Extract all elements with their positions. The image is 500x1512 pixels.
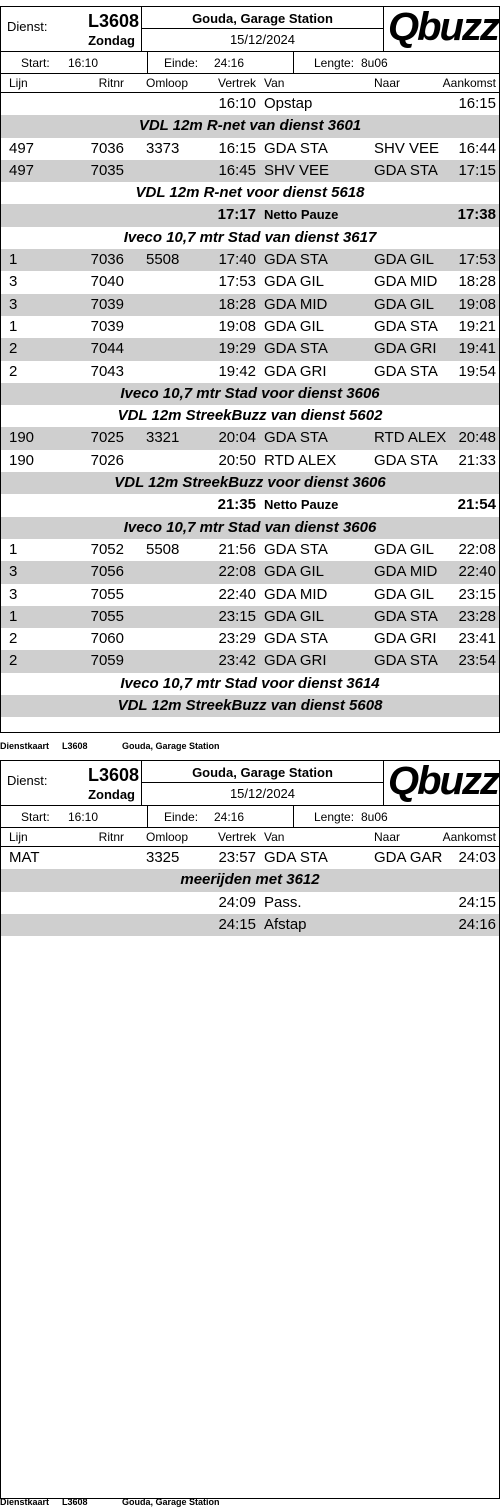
cell-lijn: 2	[9, 630, 18, 648]
cell-vertrek: 24:15	[218, 915, 256, 933]
trip-row	[1, 892, 499, 914]
cell-naar: GDA STA	[374, 451, 438, 469]
trip-row	[1, 914, 499, 936]
cell-van: Netto Pauze	[264, 497, 339, 513]
trip-row	[1, 338, 499, 360]
col-vertrek: Vertrek	[217, 76, 256, 90]
col-vertrek: Vertrek	[217, 830, 256, 844]
cell-vertrek: 17:17	[217, 206, 256, 224]
einde-label: Einde:	[164, 810, 199, 824]
dienst-label: Dienst:	[7, 19, 48, 34]
cell-ritnr: 7055	[90, 585, 124, 603]
cell-aankomst: 23:41	[458, 630, 496, 648]
cell-ritnr: 7035	[90, 161, 124, 179]
cell-lijn: 190	[9, 451, 35, 469]
start-value: 16:10	[68, 810, 99, 824]
col-van: Van	[264, 830, 285, 844]
cell-van: GDA STA	[264, 251, 328, 269]
page-footer	[0, 1497, 500, 1509]
cell-ritnr: 7026	[90, 451, 124, 469]
cell-ritnr: 7060	[90, 630, 124, 648]
footer-dienst: L3608	[62, 1497, 88, 1507]
cell-lijn: 1	[9, 317, 18, 335]
cell-naar: GDA STA	[374, 652, 438, 670]
dienst-number: L3608	[87, 765, 139, 785]
cell-vertrek: 17:53	[218, 273, 256, 291]
dienst-day: Zondag	[88, 33, 135, 48]
col-omloop: Omloop	[146, 76, 189, 90]
footer-label: Dienstkaart	[0, 741, 50, 751]
vehicle-section-bar: Iveco 10,7 mtr Stad van dienst 3606	[1, 517, 499, 539]
cell-lijn: 190	[9, 429, 35, 447]
footer-location: Gouda, Garage Station	[122, 741, 220, 751]
einde-value: 24:16	[214, 56, 245, 70]
cell-van: GDA STA	[264, 540, 328, 558]
cell-van: GDA GIL	[264, 607, 325, 625]
col-aankomst: Aankomst	[442, 76, 496, 90]
trip-row	[1, 294, 499, 316]
cell-naar: GDA STA	[374, 362, 438, 380]
cell-vertrek: 22:40	[218, 585, 256, 603]
cell-aankomst: 21:33	[458, 451, 496, 469]
cell-lijn: 497	[9, 139, 35, 157]
cell-lijn: 497	[9, 161, 35, 179]
cell-van: GDA STA	[264, 429, 328, 447]
cell-van: GDA STA	[264, 139, 328, 157]
cell-ritnr: 7036	[90, 251, 124, 269]
col-ritnr: Ritnr	[98, 830, 124, 844]
cell-aankomst: 17:53	[458, 251, 496, 269]
cell-omloop: 5508	[146, 540, 180, 558]
trip-row	[1, 271, 499, 293]
trip-row	[1, 539, 499, 561]
cell-vertrek: 19:08	[218, 317, 256, 335]
location-cell	[142, 7, 384, 51]
cell-ritnr: 7039	[90, 295, 124, 313]
dienst-label: Dienst:	[7, 773, 48, 788]
cell-aankomst: 16:15	[458, 95, 496, 112]
col-naar: Naar	[374, 830, 401, 844]
vehicle-section-bar: Iveco 10,7 mtr Stad voor dienst 3614	[1, 673, 499, 695]
cell-van: Afstap	[264, 915, 307, 933]
sheet-header	[1, 761, 499, 806]
cell-aankomst: 22:08	[458, 540, 496, 558]
cell-naar: GDA GIL	[374, 540, 435, 558]
trip-row	[1, 160, 499, 182]
cell-van: Pass.	[264, 893, 302, 911]
col-naar: Naar	[374, 76, 401, 90]
trip-row	[1, 628, 499, 650]
dienst-cell	[1, 761, 142, 805]
cell-lijn: 2	[9, 652, 18, 670]
cell-omloop: 3321	[146, 429, 180, 447]
cell-naar: SHV VEE	[374, 139, 440, 157]
cell-aankomst: 23:54	[458, 652, 496, 670]
service-date: 15/12/2024	[229, 786, 296, 801]
cell-naar: GDA MID	[374, 273, 438, 291]
pause-row	[1, 494, 499, 516]
start-label: Start:	[21, 56, 50, 70]
cell-vertrek: 24:09	[218, 893, 256, 911]
col-lijn: Lijn	[9, 830, 28, 844]
cell-vertrek: 19:42	[218, 362, 256, 380]
times-row	[1, 806, 499, 828]
cell-ritnr: 7040	[90, 273, 124, 291]
lengte-label: Lengte:	[314, 56, 355, 70]
cell-aankomst: 19:54	[458, 362, 496, 380]
trip-row	[1, 561, 499, 583]
cell-ritnr: 7044	[90, 340, 124, 358]
cell-lijn: 3	[9, 563, 18, 581]
cell-vertrek: 18:28	[218, 295, 256, 313]
cell-aankomst: 24:03	[458, 849, 496, 866]
cell-aankomst: 16:44	[458, 139, 496, 157]
cell-van: GDA GIL	[264, 563, 325, 581]
einde-label: Einde:	[164, 56, 199, 70]
cell-vertrek: 20:04	[218, 429, 256, 447]
cell-omloop: 3373	[146, 139, 180, 157]
cell-van: Opstap	[264, 95, 313, 112]
qbuzz-logo: Qbuzz	[388, 6, 498, 49]
cell-aankomst: 24:15	[458, 893, 496, 911]
cell-van: GDA STA	[264, 340, 328, 358]
page-footer	[0, 741, 500, 753]
cell-naar: GDA GIL	[374, 585, 435, 603]
dienstkaart-page-2	[0, 760, 500, 1499]
location-cell	[142, 761, 384, 805]
cell-lijn: 2	[9, 362, 18, 380]
cell-ritnr: 7056	[90, 563, 124, 581]
col-lijn: Lijn	[9, 76, 28, 90]
vehicle-section-bar: Iveco 10,7 mtr Stad van dienst 3617	[1, 227, 499, 249]
cell-lijn: 1	[9, 607, 18, 625]
cell-naar: GDA GRI	[374, 630, 437, 648]
dienst-cell	[1, 7, 142, 51]
cell-naar: GDA GAR	[374, 849, 443, 866]
lengte-label: Lengte:	[314, 810, 355, 824]
dienstkaart-page-1	[0, 6, 500, 733]
cell-van: GDA GRI	[264, 652, 327, 670]
col-aankomst: Aankomst	[442, 830, 496, 844]
cell-lijn: 3	[9, 273, 18, 291]
trip-row	[1, 138, 499, 160]
times-row	[1, 52, 499, 74]
trip-row	[1, 361, 499, 383]
cell-vertrek: 21:56	[218, 540, 256, 558]
cell-vertrek: 21:35	[217, 496, 256, 514]
cell-van: GDA MID	[264, 295, 328, 313]
trip-row	[1, 249, 499, 271]
cell-lijn: 2	[9, 340, 18, 358]
cell-naar: GDA GIL	[374, 295, 435, 313]
cell-naar: GDA GRI	[374, 340, 437, 358]
cell-aankomst: 17:38	[457, 206, 496, 224]
cell-naar: GDA STA	[374, 607, 438, 625]
cell-vertrek: 17:40	[218, 251, 256, 269]
vehicle-section-bar: VDL 12m R-net voor dienst 5618	[1, 182, 499, 204]
einde-value: 24:16	[214, 810, 245, 824]
vehicle-section-bar: VDL 12m StreekBuzz voor dienst 3606	[1, 472, 499, 494]
trip-row	[1, 316, 499, 338]
start-cell	[1, 806, 148, 827]
trip-row	[1, 584, 499, 606]
lengte-cell	[294, 52, 499, 73]
einde-cell	[148, 52, 294, 73]
lengte-cell	[294, 806, 499, 827]
cell-van: GDA STA	[264, 849, 328, 866]
cell-omloop: 3325	[146, 849, 180, 866]
cell-vertrek: 23:57	[218, 849, 256, 866]
service-date: 15/12/2024	[229, 32, 296, 47]
cell-vertrek: 20:50	[218, 451, 256, 469]
cell-aankomst: 23:28	[458, 607, 496, 625]
cell-aankomst: 18:28	[458, 273, 496, 291]
cell-aankomst: 22:40	[458, 563, 496, 581]
start-label: Start:	[21, 810, 50, 824]
cell-aankomst: 20:48	[458, 429, 496, 447]
trip-row	[1, 847, 499, 869]
dienst-day: Zondag	[88, 787, 135, 802]
cell-van: GDA MID	[264, 585, 328, 603]
start-cell	[1, 52, 148, 73]
cell-vertrek: 23:15	[218, 607, 256, 625]
cell-vertrek: 23:42	[218, 652, 256, 670]
trip-row	[1, 606, 499, 628]
lengte-value: 8u06	[361, 810, 388, 824]
lengte-value: 8u06	[361, 56, 388, 70]
cell-vertrek: 16:45	[218, 161, 256, 179]
location-name: Gouda, Garage Station	[142, 10, 383, 29]
cell-lijn: MAT	[9, 849, 40, 866]
trip-row	[1, 650, 499, 672]
cell-naar: GDA GIL	[374, 251, 435, 269]
trip-row	[1, 93, 499, 115]
col-van: Van	[264, 76, 285, 90]
cell-van: RTD ALEX	[264, 451, 337, 469]
cell-naar: GDA MID	[374, 563, 438, 581]
footer-dienst: L3608	[62, 741, 88, 751]
qbuzz-logo: Qbuzz	[388, 760, 498, 803]
column-header	[1, 74, 499, 93]
cell-van: GDA GIL	[264, 317, 325, 335]
einde-cell	[148, 806, 294, 827]
cell-aankomst: 21:54	[457, 496, 496, 514]
cell-omloop: 5508	[146, 251, 180, 269]
col-omloop: Omloop	[146, 830, 189, 844]
cell-aankomst: 24:16	[458, 915, 496, 933]
cell-ritnr: 7055	[90, 607, 124, 625]
logo-cell	[384, 7, 499, 51]
cell-ritnr: 7025	[90, 429, 124, 447]
sheet-header	[1, 7, 499, 52]
cell-ritnr: 7052	[90, 540, 124, 558]
schedule-rows	[1, 93, 499, 717]
logo-cell	[384, 761, 499, 805]
start-value: 16:10	[68, 56, 99, 70]
cell-lijn: 3	[9, 585, 18, 603]
footer-location: Gouda, Garage Station	[122, 1497, 220, 1507]
dienst-number: L3608	[87, 11, 139, 31]
cell-aankomst: 19:21	[458, 317, 496, 335]
location-name: Gouda, Garage Station	[142, 764, 383, 783]
cell-aankomst: 23:15	[458, 585, 496, 603]
cell-aankomst: 19:08	[458, 295, 496, 313]
cell-ritnr: 7059	[90, 652, 124, 670]
trip-row	[1, 450, 499, 472]
schedule-rows	[1, 847, 499, 936]
vehicle-section-bar: VDL 12m R-net van dienst 3601	[1, 115, 499, 137]
col-ritnr: Ritnr	[98, 76, 124, 90]
cell-vertrek: 23:29	[218, 630, 256, 648]
vehicle-section-bar: VDL 12m StreekBuzz van dienst 5608	[1, 695, 499, 717]
cell-van: GDA STA	[264, 630, 328, 648]
cell-vertrek: 22:08	[218, 563, 256, 581]
cell-van: SHV VEE	[264, 161, 330, 179]
vehicle-section-bar: Iveco 10,7 mtr Stad voor dienst 3606	[1, 383, 499, 405]
cell-lijn: 1	[9, 540, 18, 558]
cell-naar: RTD ALEX	[374, 429, 447, 447]
cell-van: GDA GRI	[264, 362, 327, 380]
cell-vertrek: 16:10	[218, 95, 256, 112]
vehicle-section-bar: meerijden met 3612	[1, 869, 499, 891]
cell-naar: GDA STA	[374, 317, 438, 335]
cell-van: Netto Pauze	[264, 207, 339, 223]
column-header	[1, 828, 499, 847]
cell-ritnr: 7036	[90, 139, 124, 157]
trip-row	[1, 427, 499, 449]
vehicle-section-bar: VDL 12m StreekBuzz van dienst 5602	[1, 405, 499, 427]
cell-ritnr: 7039	[90, 317, 124, 335]
cell-naar: GDA STA	[374, 161, 438, 179]
cell-lijn: 3	[9, 295, 18, 313]
cell-vertrek: 19:29	[218, 340, 256, 358]
cell-lijn: 1	[9, 251, 18, 269]
cell-aankomst: 17:15	[458, 161, 496, 179]
cell-vertrek: 16:15	[218, 139, 256, 157]
cell-aankomst: 19:41	[458, 340, 496, 358]
footer-label: Dienstkaart	[0, 1497, 50, 1507]
pause-row	[1, 204, 499, 226]
cell-ritnr: 7043	[90, 362, 124, 380]
cell-van: GDA GIL	[264, 273, 325, 291]
